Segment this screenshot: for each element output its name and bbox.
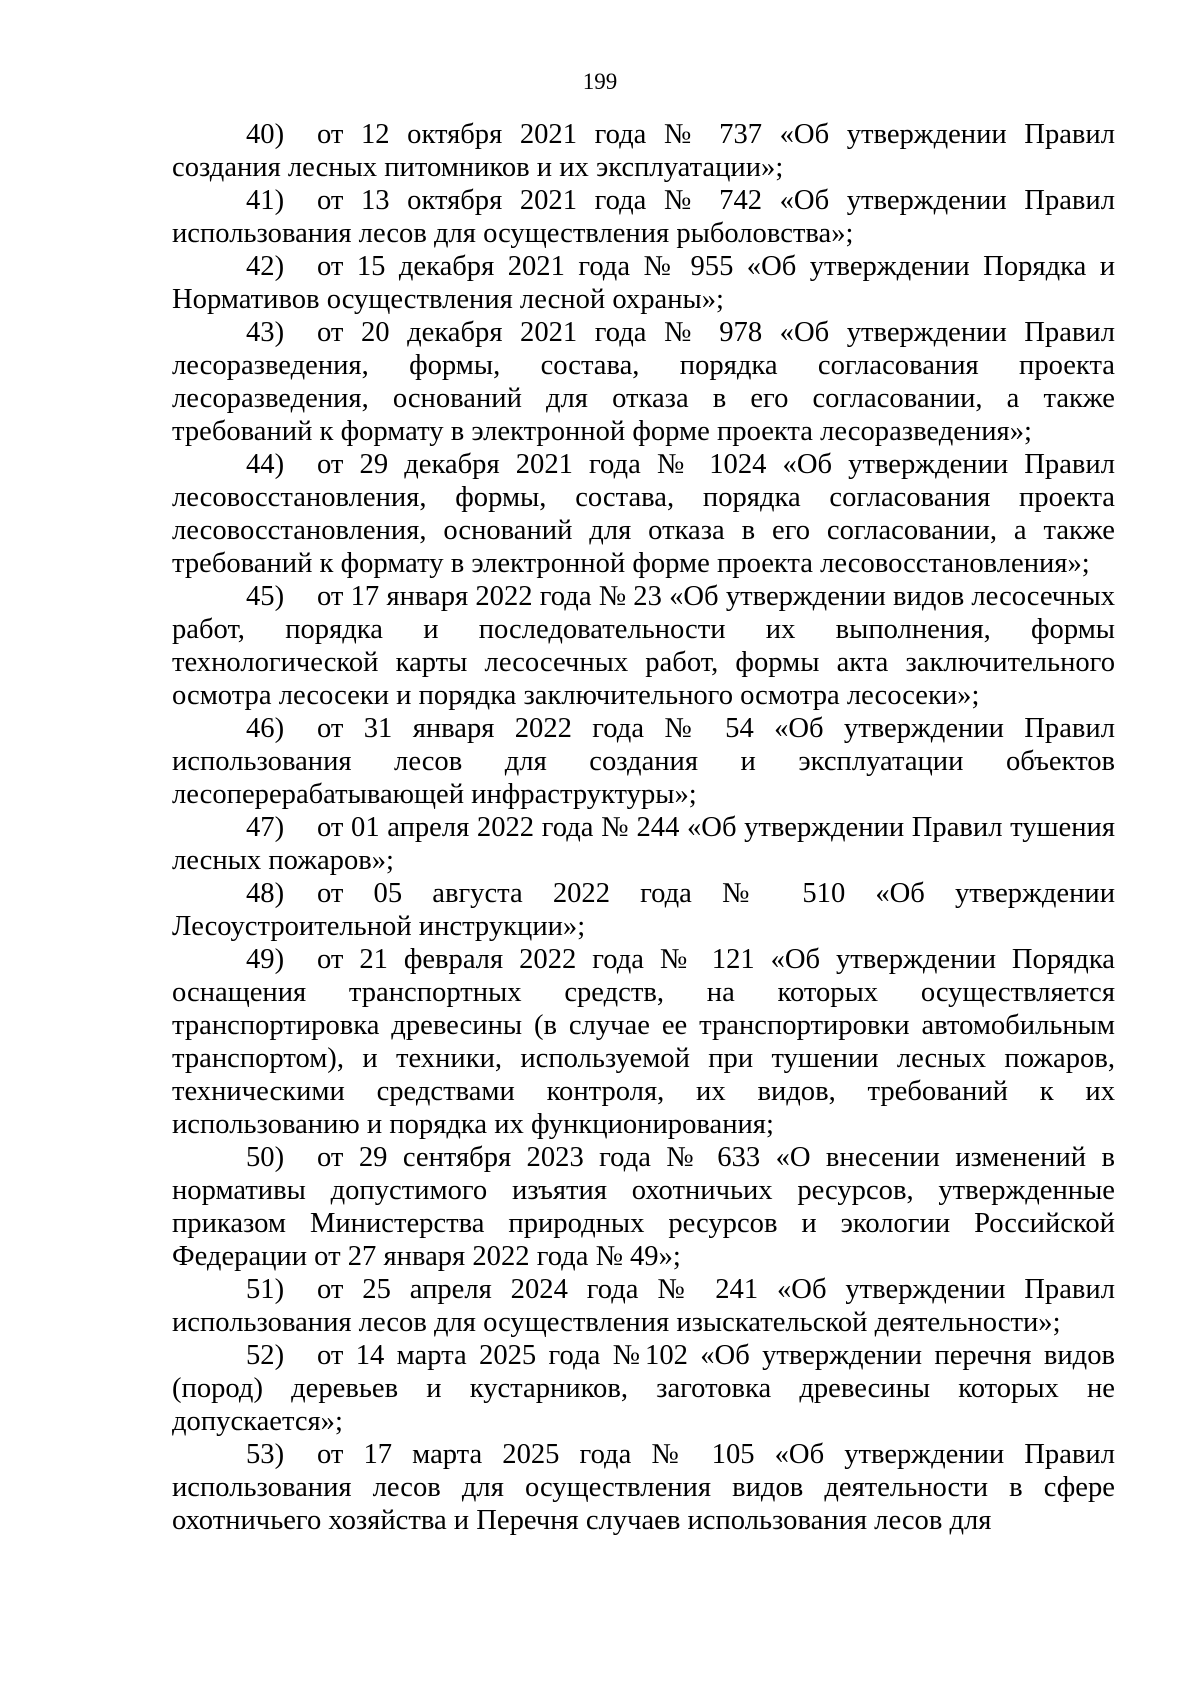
item-number: 48): [246, 878, 285, 909]
item-text: от 12 октября 2021 года № 737 «Об утверждении Правил создания лесных питомников и их эксплуатации»;: [172, 119, 1115, 183]
item-text: от 14 марта 2025 года №102 «Об утверждении перечня видов (пород) деревьев и кустарников, заготовка древесины которых не допускается»;: [172, 1340, 1115, 1437]
list-item: [172, 1273, 1115, 1339]
list-item: [172, 1141, 1115, 1273]
item-text: от 17 марта 2025 года № 105 «Об утверждении Правил использования лесов для осуществления видов деятельности в сфере охотничьего хозяйства и Перечня случаев использования лесов для: [172, 1439, 1115, 1536]
item-number: 47): [246, 812, 285, 843]
page-number: 199: [582, 69, 618, 94]
legal-acts-list: [172, 118, 1115, 1537]
item-number: 49): [246, 944, 285, 975]
list-item: [172, 877, 1115, 943]
item-text: от 21 февраля 2022 года № 121 «Об утверждении Порядка оснащения транспортных средств, на которых осуществляется транспортировка древесины (в случае ее транспортировки автомобильным транспортом), и техники, используемой при тушении лесных пожаров, техническими средствами контроля, их видов, требований к их использованию и порядка их функционирования;: [172, 944, 1115, 1140]
list-item: [172, 118, 1115, 184]
list-item: [172, 943, 1115, 1141]
item-number: 46): [246, 713, 285, 744]
list-item: [172, 250, 1115, 316]
list-item: [172, 316, 1115, 448]
item-number: 50): [246, 1142, 285, 1173]
item-number: 52): [246, 1340, 285, 1371]
list-item: [172, 811, 1115, 877]
item-number: 53): [246, 1439, 285, 1470]
item-text: от 05 августа 2022 года № 510 «Об утверждении Лесоустроительной инструкции»;: [172, 878, 1115, 942]
item-number: 43): [246, 317, 285, 348]
list-item: [172, 712, 1115, 811]
item-text: от 29 декабря 2021 года № 1024 «Об утверждении Правил лесовосстановления, формы, состава, порядка согласования проекта лесовосстановления, оснований для отказа в его согласовании, а также требований к формату в электронной форме проекта лесовосстановления»;: [172, 449, 1115, 579]
item-text: от 17 января 2022 года № 23 «Об утверждении видов лесосечных работ, порядка и последовательности их выполнения, формы технологической карты лесосечных работ, формы акта заключительного осмотра лесосеки и порядка заключительного осмотра лесосеки»;: [172, 581, 1115, 711]
item-text: от 15 декабря 2021 года № 955 «Об утверждении Порядка и Нормативов осуществления лесной охраны»;: [172, 251, 1115, 315]
item-text: от 29 сентября 2023 года № 633 «О внесении изменений в нормативы допустимого изъятия охотничьих ресурсов, утвержденные приказом Министерства природных ресурсов и экологии Российской Федерации от 27 января 2022 года № 49»;: [172, 1142, 1115, 1272]
item-text: от 13 октября 2021 года № 742 «Об утверждении Правил использования лесов для осуществления рыболовства»;: [172, 185, 1115, 249]
list-item: [172, 448, 1115, 580]
list-item: [172, 1438, 1115, 1537]
item-number: 42): [246, 251, 285, 282]
item-number: 40): [246, 119, 285, 150]
item-number: 41): [246, 185, 285, 216]
list-item: [172, 184, 1115, 250]
item-text: от 01 апреля 2022 года № 244 «Об утверждении Правил тушения лесных пожаров»;: [172, 812, 1115, 876]
list-item: [172, 1339, 1115, 1438]
item-number: 45): [246, 581, 285, 612]
list-item: [172, 580, 1115, 712]
item-text: от 25 апреля 2024 года № 241 «Об утверждении Правил использования лесов для осуществления изыскательской деятельности»;: [172, 1274, 1115, 1338]
item-number: 51): [246, 1274, 285, 1305]
item-text: от 20 декабря 2021 года № 978 «Об утверждении Правил лесоразведения, формы, состава, порядка согласования проекта лесоразведения, оснований для отказа в его согласовании, а также требований к формату в электронной форме проекта лесоразведения»;: [172, 317, 1115, 447]
item-text: от 31 января 2022 года № 54 «Об утверждении Правил использования лесов для создания и эксплуатации объектов лесоперерабатывающей инфраструктуры»;: [172, 713, 1115, 810]
item-number: 44): [246, 449, 285, 480]
